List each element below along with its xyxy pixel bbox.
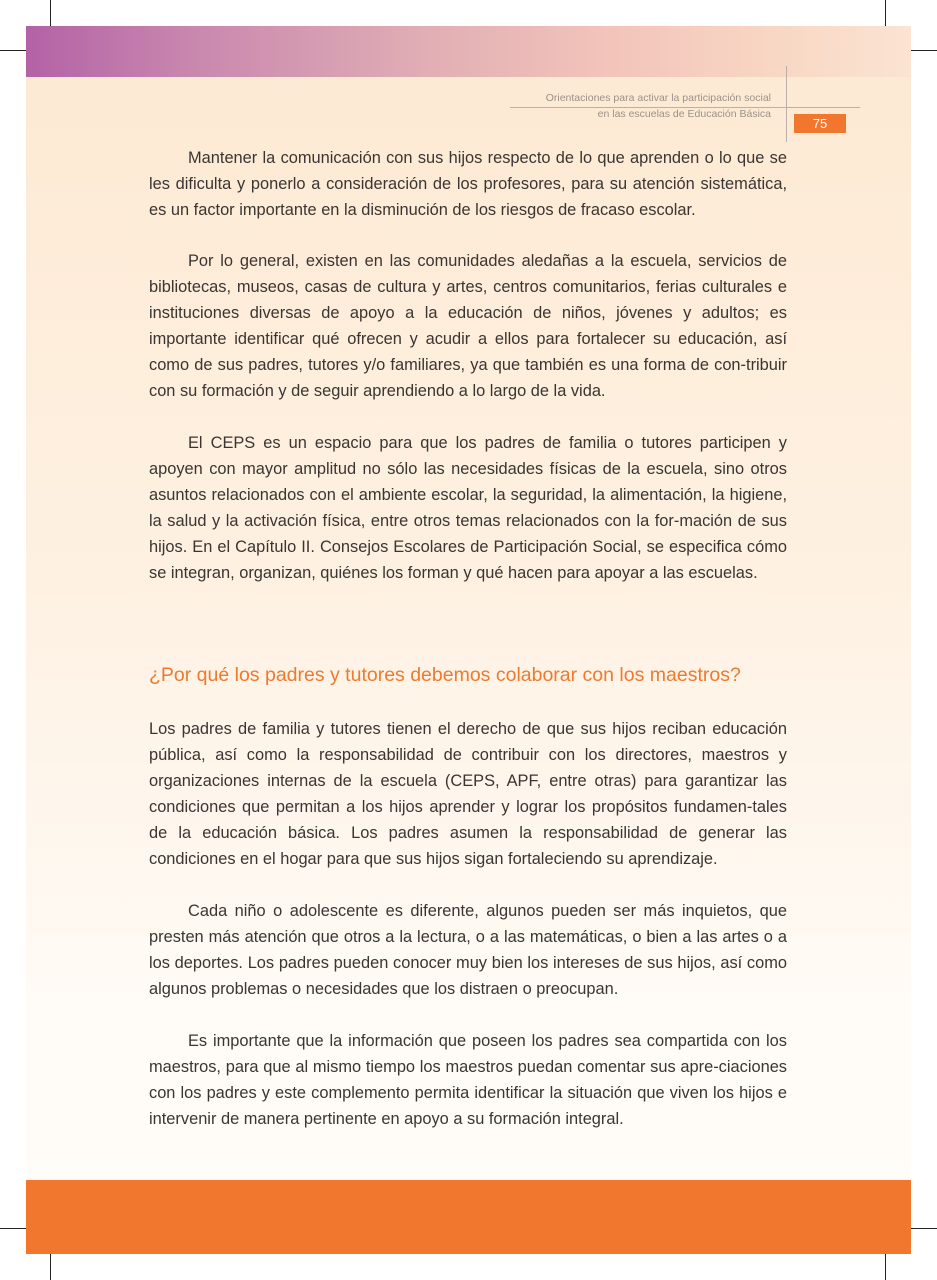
paragraph-1: Mantener la comunicación con sus hijos respecto de lo que aprenden o lo que se les dificulta y ponerlo a consideración de los profesores, para su atención sistemática, es un factor importante en la disminución de los riesgos de fracaso escolar. <box>149 149 787 219</box>
crop-mark <box>50 0 51 26</box>
crop-mark <box>911 50 937 51</box>
running-head <box>441 90 771 122</box>
crop-mark <box>885 0 886 26</box>
footer-decorative-band <box>26 1180 911 1254</box>
crop-mark <box>0 50 26 51</box>
page-number: 75 <box>794 114 846 133</box>
paragraph-3: El CEPS es un espacio para que los padres de familia o tutores participen y apoyen con mayor amplitud no sólo las necesidades físicas de la escuela, sino otros asuntos relacionados con el ambiente escolar, la seguridad, la alimentación, la higiene, la salud y la activación física, entre otros temas relacionados con la for-mación de sus hijos. En el Capítulo II. Consejos Escolares de Participación Social, se especifica cómo se integran, organizan, quiénes los forman y qué hacen para apoyar a las escuelas. <box>149 434 787 582</box>
paragraph-6: Es importante que la información que poseen los padres sea compartida con los maestros, para que al mismo tiempo los maestros puedan comentar sus apre-ciaciones con los padres y este complemento permita identificar la situación que viven los hijos e intervenir de manera pertinente en apoyo a su formación integral. <box>149 1032 787 1128</box>
paragraph-2: Por lo general, existen en las comunidades aledañas a la escuela, servicios de bibliotecas, museos, casas de cultura y artes, centros comunitarios, ferias culturales e instituciones diversas de apoyo a la educación de niños, jóvenes y adultos; es importante identificar qué ofrecen y acudir a ellos para fortalecer su educación, así como de sus padres, tutores y/o familiares, ya que también es una forma de con-tribuir con su formación y de seguir aprendiendo a lo largo de la vida. <box>149 252 787 400</box>
crop-mark <box>911 1228 937 1229</box>
crop-mark <box>885 1254 886 1280</box>
crop-mark <box>0 1228 26 1229</box>
header-rule-vertical <box>786 66 787 142</box>
running-head-line-2: en las escuelas de Educación Básica <box>597 108 771 120</box>
paragraph-5: Cada niño o adolescente es diferente, algunos pueden ser más inquietos, que presten más atención que otros a la lectura, o a las matemáticas, o bien a las artes o a los deportes. Los padres pueden conocer muy bien los intereses de sus hijos, así como algunos problemas o necesidades que los distraen o preocupan. <box>149 902 787 998</box>
crop-mark <box>50 1254 51 1280</box>
section-heading: ¿Por qué los padres y tutores debemos colaborar con los maestros? <box>149 664 741 686</box>
running-head-line-1: Orientaciones para activar la participación social <box>545 92 771 104</box>
paragraph-4: Los padres de familia y tutores tienen el derecho de que sus hijos reciban educación pública, así como la responsabilidad de contribuir con los directores, maestros y organizaciones internas de la escuela (CEPS, APF, entre otras) para garantizar las condiciones que permitan a los hijos aprender y lograr los propósitos fundamen-tales de la educación básica. Los padres asumen la responsabilidad de generar las condiciones en el hogar para que sus hijos sigan fortaleciendo su aprendizaje. <box>149 720 787 868</box>
header-decorative-band <box>26 26 911 77</box>
